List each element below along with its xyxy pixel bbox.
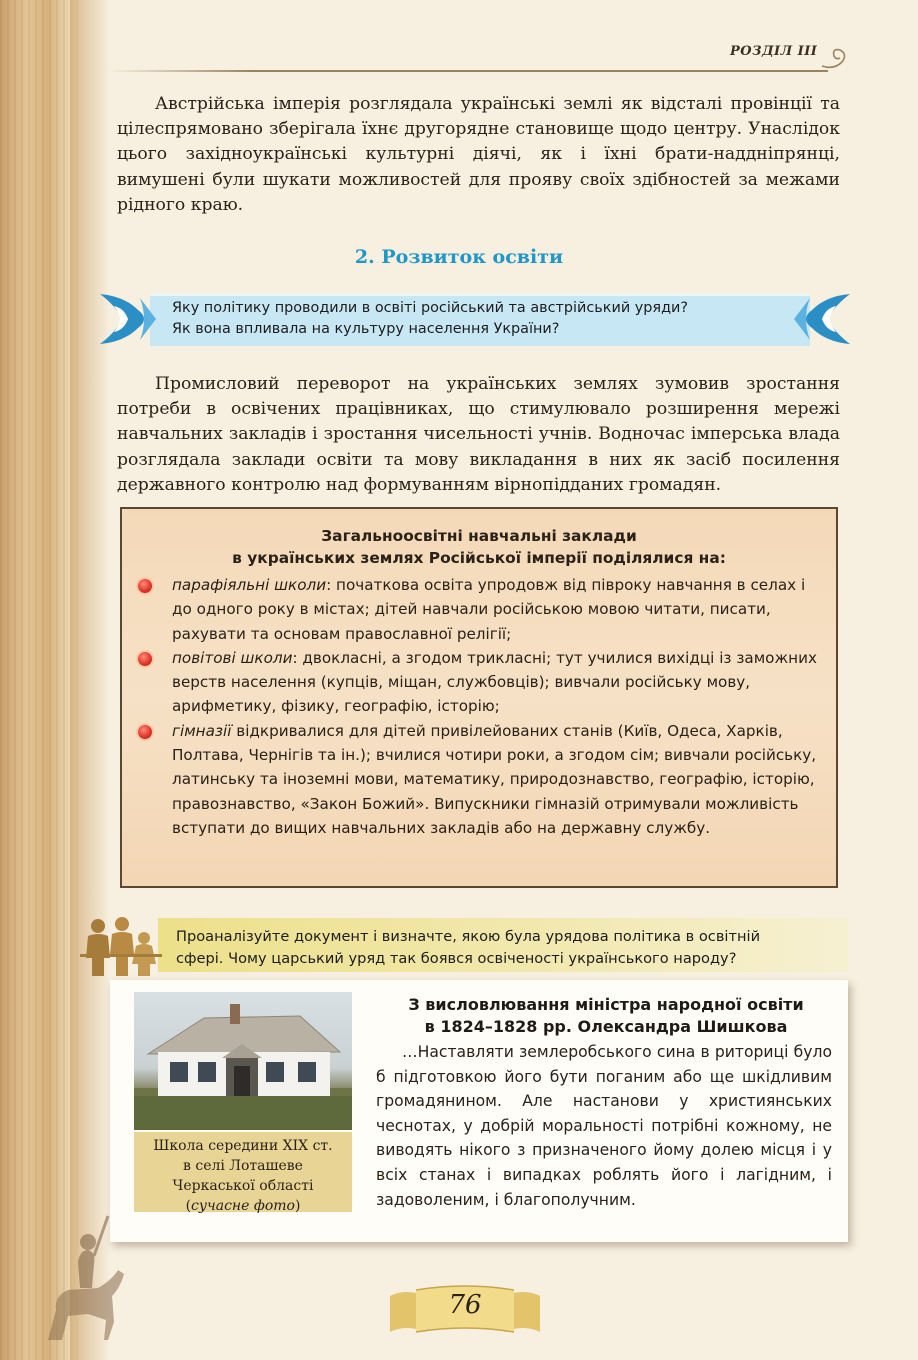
analyse-line-1: Проаналізуйте документ і визначте, якою була урядова політика в освітній (176, 928, 761, 945)
photo-caption (134, 1132, 352, 1212)
document-quote-text: …Наставляти землеробського сина в риториці було б підготовкою його бути поганим або ще шкідливим громадянином. Але настанови у християнських чеснотах, у добрій моральності потрібні кожному, не виводять нікого з призначеного йому долею місця і у всіх станах і випадках роблять його і лагідним, і задоволеним, і благополучним. (376, 1043, 832, 1209)
list-item (122, 646, 836, 719)
list-item (122, 573, 836, 646)
caption-line-2: в селі Лоташеве (183, 1158, 303, 1174)
intro-paragraph (117, 92, 840, 218)
red-bullet-icon (138, 579, 152, 593)
document-title (376, 994, 836, 1038)
infobox-title-line-2: в українських землях Російської імперії поділялися на: (232, 549, 726, 567)
document-quote (376, 1040, 832, 1212)
page-number: 76 (448, 1290, 482, 1320)
document-title-line-2: в 1824–1828 рр. Олександра Шишкова (424, 1017, 788, 1036)
list-item-text: : двокласні, а згодом трикласні; тут училися вихідці із заможних верств населення (купців, міщан, службовців); вивчали російську мову, арифметику, фізику, географію, історію; (172, 648, 817, 716)
list-item-term: парафіяльні школи (172, 576, 327, 594)
analyse-task-text (176, 926, 841, 970)
school-house-illustration-icon (134, 992, 352, 1130)
list-item-text: : початкова освіта упродовж від півроку навчання в селах і до одного року в містах; дітей навчали російською мовою читати, писати, рахувати та основам православної релігії; (172, 576, 806, 643)
caption-line-4 (134, 1196, 352, 1216)
infobox-title (122, 525, 836, 569)
intro-paragraph-text: Австрійська імперія розглядала українські землі як відсталі провінції та цілеспрямовано зберігала їхнє другорядне становище щодо центру. Унаслідок цього західноукраїнські культурні діячі, як і їхні брати-наддніпрянці, вимушені були шукати можливостей для прояву своїх здібностей за межами рідного краю. (117, 94, 840, 215)
section-label: РОЗДІЛ III (730, 44, 818, 59)
page-number-banner (386, 1282, 544, 1340)
list-item-text: відкривалися для дітей привілейованих станів (Київ, Одеса, Харків, Полтава, Чернігів та ін.); вчилися чотири роки, а згодом сім; вивчали російську, латинську та іноземні мови, математику, природознавство, географію, історію, правознавство, «Закон Божий». Випускники гімназій отримували можливість вступати до вищих навчальних закладів або на державну службу. (172, 721, 817, 837)
list-item-term: гімназії (172, 721, 232, 740)
red-bullet-icon (138, 725, 152, 739)
left-swirl-ornament-icon (94, 288, 164, 350)
caption-close-paren: ) (294, 1198, 301, 1214)
document-title-line-1: З висловлювання міністра народної освіти (408, 995, 804, 1014)
analyse-line-2: сфері. Чому царський уряд так боявся освіченості українського народу? (176, 950, 737, 967)
caption-italic-note: сучасне фото (191, 1198, 295, 1214)
caption-line-3: Черкаської області (172, 1178, 314, 1194)
infobox-title-line-1: Загальноосвітні навчальні заклади (321, 527, 637, 545)
header-rule (108, 70, 828, 72)
analyse-task-band (78, 912, 848, 976)
question-line-1: Яку політику проводили в освіті російський та австрійський уряди? (172, 300, 689, 316)
main-paragraph (117, 372, 840, 498)
school-house-photo (134, 992, 352, 1130)
document-card (110, 980, 848, 1242)
red-bullet-icon (138, 652, 152, 666)
question-text (172, 298, 822, 340)
caption-open-paren: ( (185, 1198, 192, 1214)
main-paragraph-text: Промисловий переворот на українських землях зумовив зростання потреби в освічених працівниках, що стимулювало розширення мережі навчальних закладів і зростання чисельності учнів. Водночас імперська влада розглядала заклади освіти та мову викладання в них як засіб посилення державного контролю над формуванням вірнопідданих громадян. (117, 374, 840, 495)
section-heading: 2. Розвиток освіти (354, 246, 564, 268)
list-item-term: повітові школи (172, 648, 293, 667)
school-types-list (122, 573, 836, 840)
caption-line-1: Школа середини XIX ст. (153, 1138, 333, 1154)
list-item (122, 719, 836, 840)
schools-info-box (120, 507, 838, 888)
swirl-ornament-icon (818, 40, 852, 74)
question-band (110, 288, 840, 350)
decorative-wood-border (0, 0, 78, 1360)
decorative-wood-fade (70, 0, 110, 1360)
question-line-2: Як вона впливала на культуру населення України? (172, 321, 560, 337)
reading-people-icon (78, 914, 164, 978)
